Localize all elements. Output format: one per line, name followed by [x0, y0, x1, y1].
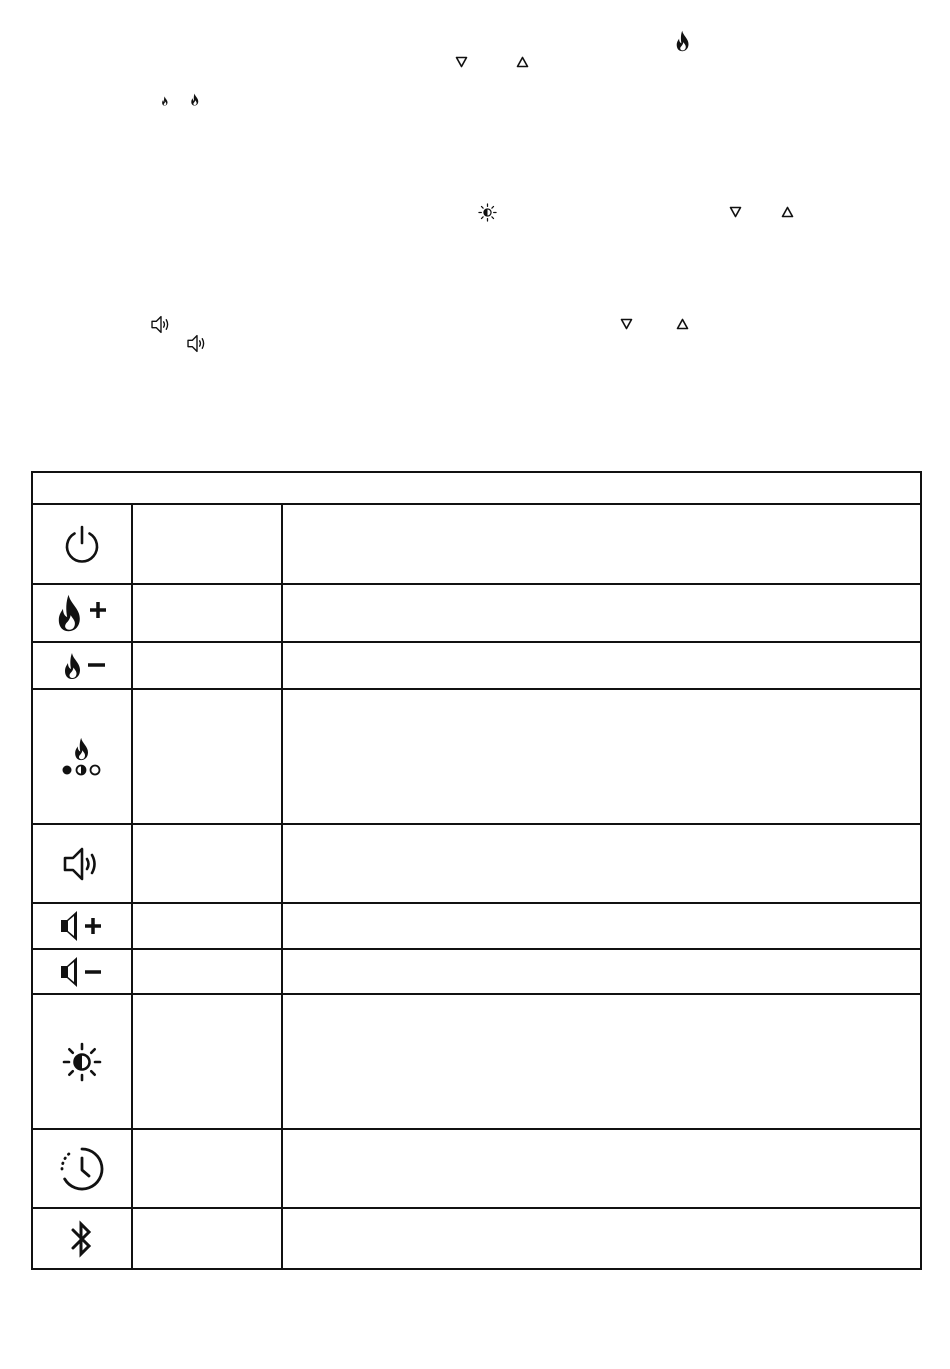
function-description [282, 903, 921, 949]
brightness-icon [32, 994, 132, 1129]
table-row [32, 584, 921, 642]
triangle-up-icon [676, 318, 689, 330]
flame-icon [161, 96, 169, 106]
function-description [282, 642, 921, 689]
table-row [32, 903, 921, 949]
function-name [132, 504, 282, 584]
function-name [132, 994, 282, 1129]
flame-minus-icon [32, 642, 132, 689]
function-name [132, 1208, 282, 1269]
triangle-down-icon [620, 318, 633, 330]
table-header [32, 472, 921, 504]
function-name [132, 584, 282, 642]
function-name [132, 949, 282, 994]
table-header-row [32, 472, 921, 504]
table-row [32, 689, 921, 824]
function-name [132, 689, 282, 824]
function-description [282, 949, 921, 994]
triangle-down-icon [729, 206, 742, 218]
speaker-icon [32, 824, 132, 903]
triangle-up-icon [516, 56, 529, 68]
bluetooth-icon [32, 1208, 132, 1269]
function-name [132, 1129, 282, 1208]
speaker-icon [150, 315, 172, 334]
function-description [282, 824, 921, 903]
function-description [282, 689, 921, 824]
function-description [282, 1129, 921, 1208]
function-name [132, 642, 282, 689]
table-row [32, 949, 921, 994]
brightness-icon [478, 203, 497, 222]
table-row [32, 504, 921, 584]
flame-plus-icon [32, 584, 132, 642]
triangle-down-icon [455, 56, 468, 68]
button-reference-table [31, 471, 922, 1270]
timer-icon [32, 1129, 132, 1208]
table-row [32, 1208, 921, 1269]
function-description [282, 504, 921, 584]
table-row [32, 1129, 921, 1208]
flame-effect-levels-icon [32, 689, 132, 824]
flame-icon [675, 30, 691, 52]
triangle-up-icon [781, 206, 794, 218]
function-name [132, 903, 282, 949]
table-row [32, 994, 921, 1129]
power-icon [32, 504, 132, 584]
function-description [282, 1208, 921, 1269]
volume-up-icon [32, 903, 132, 949]
function-name [132, 824, 282, 903]
speaker-icon [186, 334, 208, 353]
table-row [32, 824, 921, 903]
volume-down-icon [32, 949, 132, 994]
function-description [282, 994, 921, 1129]
flame-icon [190, 93, 200, 106]
table-row [32, 642, 921, 689]
function-description [282, 584, 921, 642]
